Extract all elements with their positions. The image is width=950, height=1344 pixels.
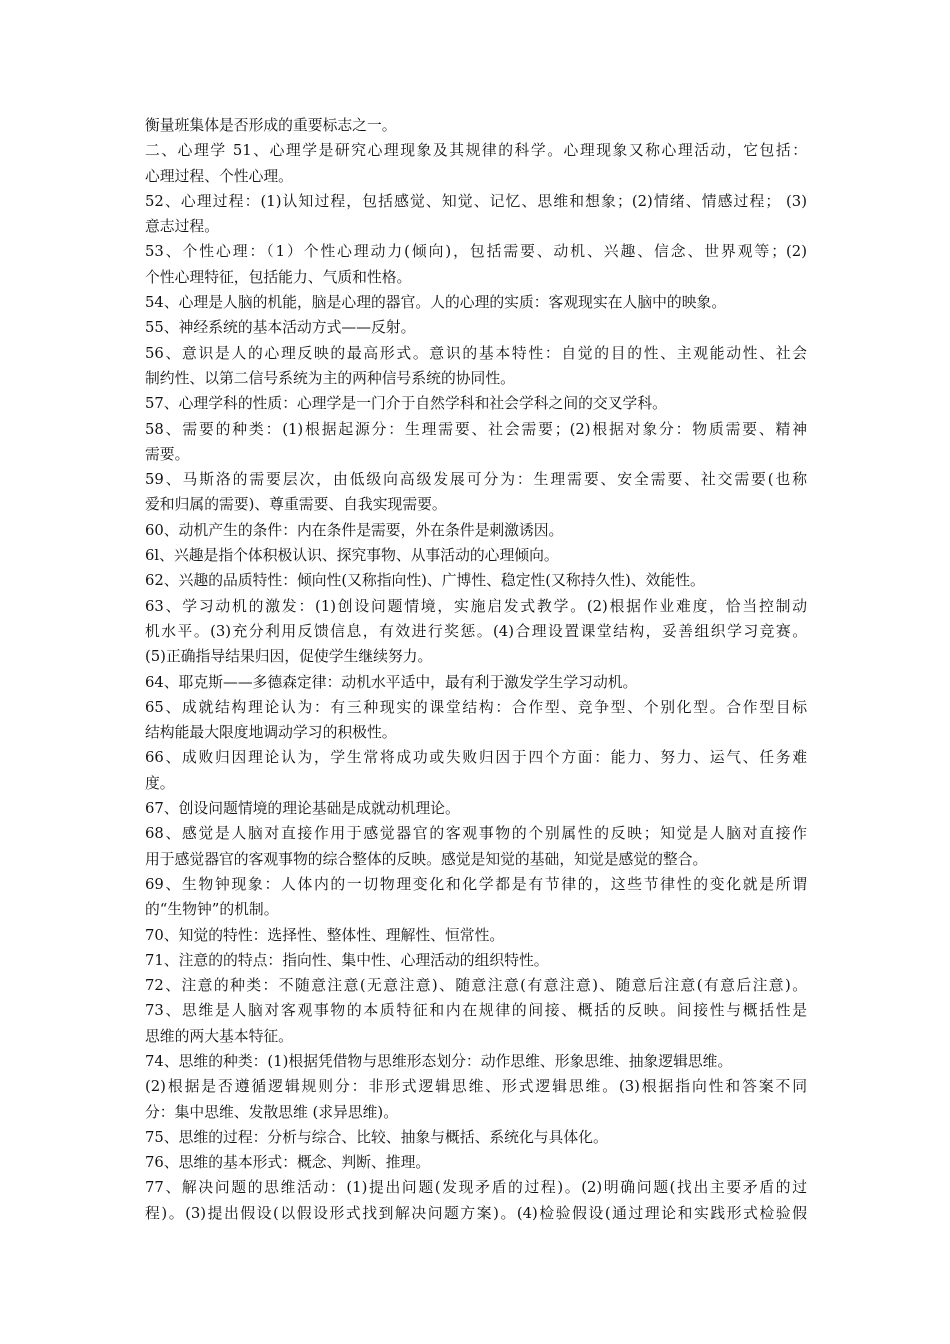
text-line: 分：集中思维、发散思维 (求异思维)。 xyxy=(145,1103,399,1121)
text-line: 56、意识是人的心理反映的最高形式。意识的基本特性：自觉的目的性、主观能动性、社会 xyxy=(145,344,807,362)
text-line: 衡量班集体是否形成的重要标志之一。 xyxy=(145,117,397,134)
text-line: 54、心理是人脑的机能，脑是心理的器官。人的心理的实质：客观现实在人脑中的映象。 xyxy=(145,294,727,312)
text-line: 57、心理学科的性质：心理学是一门介于自然学科和社会学科之间的交叉学科。 xyxy=(145,395,667,413)
text-line: (2)根据是否遵循逻辑规则分：非形式逻辑思维、形式逻辑思维。(3)根据指向性和答案不同 xyxy=(145,1078,807,1096)
text-line: 70、知觉的特性：选择性、整体性、理解性、恒常性。 xyxy=(145,926,505,944)
text-line: 63、学习动机的激发：(1)创设问题情境，实施启发式教学。(2)根据作业难度，恰当控制动 xyxy=(145,597,807,615)
text-line: 68、感觉是人脑对直接作用于感觉器官的客观事物的个别属性的反映；知觉是人脑对直接作 xyxy=(145,825,807,843)
text-line: 心理过程、个性心理。 xyxy=(145,167,293,185)
text-line: 6l、兴趣是指个体积极认识、探究事物、从事活动的心理倾向。 xyxy=(145,547,559,565)
text-line: 72、注意的种类：不随意注意(无意注意)、随意注意(有意注意)、随意后注意(有意后注意)。 xyxy=(145,977,807,995)
text-line: 程)。(3)提出假设(以假设形式找到解决问题方案)。(4)检验假设(通过理论和实践形式检验假 xyxy=(145,1204,807,1222)
text-line: 意志过程。 xyxy=(145,218,219,236)
text-line: 52、心理过程：(1)认知过程，包括感觉、知觉、记忆、思维和想象；(2)情绪、情感过程； (3) xyxy=(145,192,807,210)
text-line: 用于感觉器官的客观事物的综合整体的反映。感觉是知觉的基础，知觉是感觉的整合。 xyxy=(145,850,708,868)
text-line: 结构能最大限度地调动学习的积极性。 xyxy=(145,724,397,742)
text-line: 机水平。(3)充分利用反馈信息，有效进行奖惩。(4)合理设置课堂结构，妥善组织学习竞赛。 xyxy=(145,622,807,640)
text-line: 75、思维的过程：分析与综合、比较、抽象与概括、系统化与具体化。 xyxy=(145,1128,608,1146)
text-line: 69、生物钟现象：人体内的一切物理变化和化学都是有节律的，这些节律性的变化就是所谓 xyxy=(145,875,807,893)
text-line: 思维的两大基本特征。 xyxy=(145,1027,293,1045)
text-line: (5)正确指导结果归因，促使学生继续努力。 xyxy=(145,648,433,666)
text-line: 77、解决问题的思维活动：(1)提出问题(发现矛盾的过程)。(2)明确问题(找出主要矛盾的过 xyxy=(145,1179,807,1197)
text-line: 爱和归属的需要)、尊重需要、自我实现需要。 xyxy=(145,496,447,514)
text-line: 59、马斯洛的需要层次，由低级向高级发展可分为：生理需要、安全需要、社交需要(也称 xyxy=(145,471,807,489)
text-line: 制约性、以第二信号系统为主的两种信号系统的协同性。 xyxy=(145,369,515,387)
text-line: 个性心理特征，包括能力、气质和性格。 xyxy=(145,268,412,286)
text-line: 的“生物钟”的机制。 xyxy=(145,901,279,919)
text-line: 74、思维的种类：(1)根据凭借物与思维形态划分：动作思维、形象思维、抽象逻辑思维。 xyxy=(145,1052,733,1070)
text-line: 62、兴趣的品质特性：倾向性(又称指向性)、广博性、稳定性(又称持久性)、效能性。 xyxy=(145,572,705,590)
text-line: 60、动机产生的条件：内在条件是需要，外在条件是刺激诱因。 xyxy=(145,521,564,539)
text-line: 58、需要的种类：(1)根据起源分：生理需要、社会需要；(2)根据对象分：物质需要、精神 xyxy=(145,420,807,438)
text-line: 71、注意的的特点：指向性、集中性、心理活动的组织特性。 xyxy=(145,951,549,969)
text-line: 53、个性心理：（1）个性心理动力(倾向)，包括需要、动机、兴趣、信念、世界观等；(2) xyxy=(145,243,807,261)
text-line: 64、耶克斯——多德森定律：动机水平适中，最有利于激发学生学习动机。 xyxy=(145,673,638,691)
text-line: 55、神经系统的基本活动方式——反射。 xyxy=(145,319,416,337)
text-line: 二、心理学 51、心理学是研究心理现象及其规律的科学。心理现象又称心理活动，它包括： xyxy=(145,142,807,160)
text-line: 67、创设问题情境的理论基础是成就动机理论。 xyxy=(145,800,460,818)
text-line: 65、成就结构理论认为：有三种现实的课堂结构：合作型、竞争型、个别化型。合作型目标 xyxy=(145,698,807,716)
text-line: 需要。 xyxy=(145,445,190,463)
text-line: 76、思维的基本形式：概念、判断、推理。 xyxy=(145,1154,431,1172)
text-line: 度。 xyxy=(145,774,175,792)
document-body xyxy=(145,113,807,1226)
text-line: 66、成败归因理论认为，学生常将成功或失败归因于四个方面：能力、努力、运气、任务难 xyxy=(145,749,807,767)
text-line: 73、思维是人脑对客观事物的本质特征和内在规律的间接、概括的反映。间接性与概括性是 xyxy=(145,1002,807,1020)
